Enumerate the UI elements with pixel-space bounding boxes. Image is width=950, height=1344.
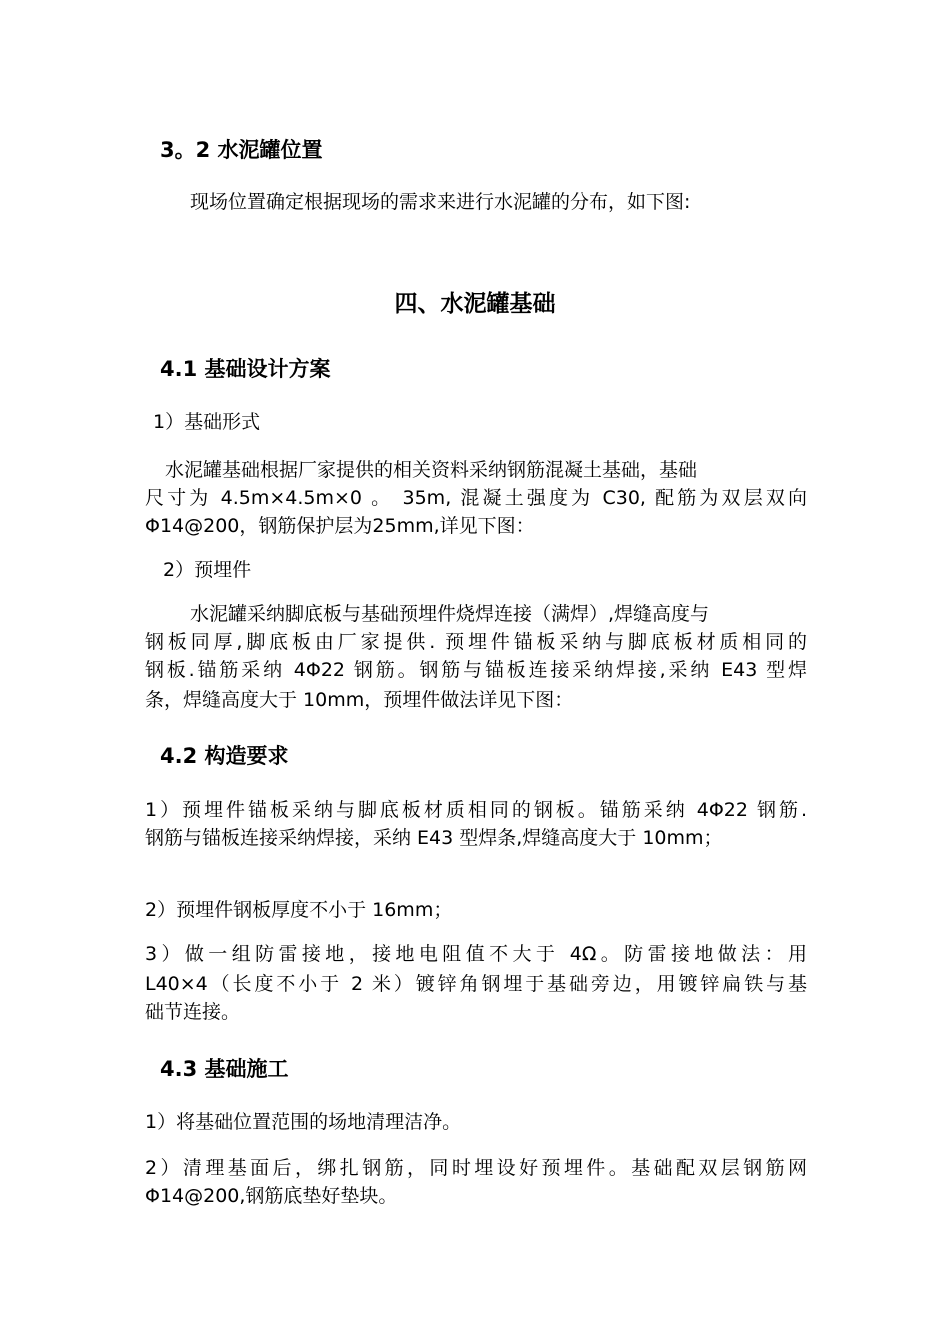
para2-line-2: 钢板同厚,脚底板由厂家提供. 预埋件锚板采纳与脚底板材质相同的 [145, 631, 807, 653]
item-label-embedded-parts: 2）预埋件 [163, 559, 252, 581]
para1-line-3: Φ14@200，钢筋保护层为25mm,详见下图： [145, 515, 535, 537]
step2-line-1: 2）清理基面后，绑扎钢筋，同时埋设好预埋件。基础配双层钢筋网 [145, 1157, 807, 1179]
section-heading-4-1: 4.1 基础设计方案 [160, 357, 331, 381]
step2-line-2: Φ14@200,钢筋底垫好垫块。 [145, 1185, 398, 1207]
para2-line-1: 水泥罐采纳脚底板与基础预埋件烧焊连接（满焊）,焊缝高度与 [190, 603, 710, 625]
section-heading-3-2: 3。2 水泥罐位置 [160, 138, 323, 162]
req1-line-2: 钢筋与锚板连接采纳焊接，采纳 E43 型焊条,焊缝高度大于 10mm； [145, 827, 723, 849]
item-label-foundation-form: 1）基础形式 [153, 411, 261, 433]
chapter-title: 四、水泥罐基础 [394, 291, 556, 317]
req3-line-1: 3）做一组防雷接地，接地电阻值不大于 4Ω。防雷接地做法：用 [145, 943, 807, 965]
para1-line-1: 水泥罐基础根据厂家提供的相关资料采纳钢筋混凝土基础，基础 [165, 459, 698, 481]
req3-line-2: L40×4（长度不小于 2 米）镀锌角钢埋于基础旁边，用镀锌扁铁与基 [145, 973, 807, 995]
req1-line-1: 1）预埋件锚板采纳与脚底板材质相同的钢板。锚筋采纳 4Φ22 钢筋. [145, 799, 807, 821]
para1-line-2: 尺寸为 4.5m×4.5m×0 。 35m, 混凝土强度为 C30, 配筋为双层双向 [145, 487, 807, 509]
section-3-2-paragraph: 现场位置确定根据现场的需求来进行水泥罐的分布，如下图: [190, 191, 691, 213]
para2-line-4: 条，焊缝高度大于 10mm，预埋件做法详见下图： [145, 689, 574, 711]
para2-line-3: 钢板.锚筋采纳 4Φ22 钢筋。钢筋与锚板连接采纳焊接,采纳 E43 型焊 [145, 659, 807, 681]
step1: 1）将基础位置范围的场地清理洁净。 [145, 1111, 462, 1133]
section-heading-4-3: 4.3 基础施工 [160, 1057, 289, 1081]
section-heading-4-2: 4.2 构造要求 [160, 744, 289, 768]
req2: 2）预埋件钢板厚度不小于 16mm； [145, 899, 453, 921]
req3-line-3: 础节连接。 [145, 1001, 241, 1023]
